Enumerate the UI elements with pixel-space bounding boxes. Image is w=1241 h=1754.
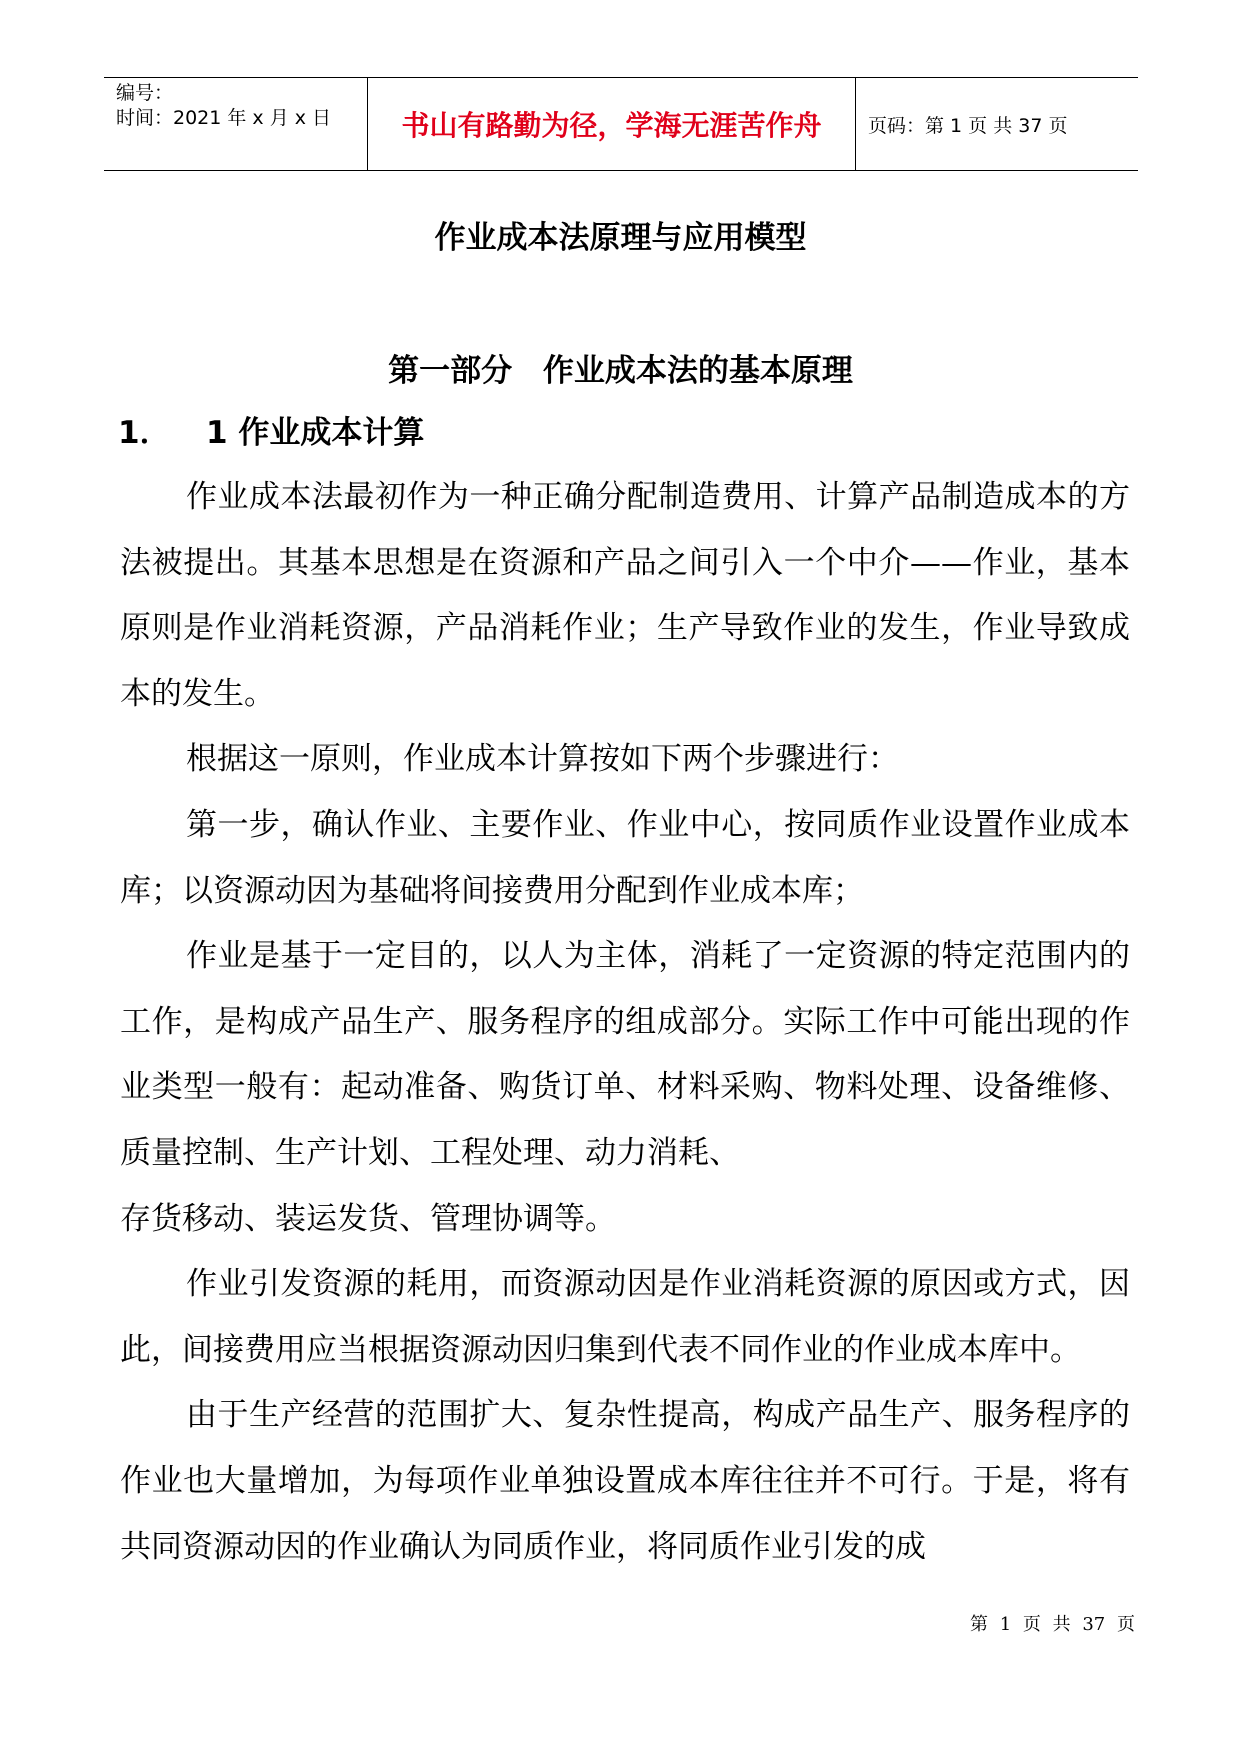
document-title: 作业成本法原理与应用模型 [434, 220, 807, 256]
paragraph: 第一步，确认作业、主要作业、作业中心，按同质作业设置作业成本库；以资源动因为基础将间接费用分配到作业成本库； [120, 806, 1130, 909]
document-number-label: 编号： [116, 82, 174, 104]
document-body [120, 465, 1130, 1580]
paragraph: 存货移动、装运发货、管理协调等。 [120, 1200, 616, 1237]
section-heading [118, 407, 424, 452]
paragraph: 作业是基于一定目的，以人为主体，消耗了一定资源的特定范围内的工作，是构成产品生产、服务程序的组成部分。实际工作中可能出现的作业类型一般有：起动准备、购货订单、材料采购、物料处理、设备维修、质量控制、生产计划、工程处理、动力消耗、 [120, 938, 1130, 1171]
paragraph: 根据这一原则，作业成本计算按如下两个步骤进行： [186, 741, 899, 778]
header-page-info: 页码：第 1 页 共 37 页 [868, 114, 1068, 137]
document-date: 时间：2021 年 x 月 x 日 [116, 107, 332, 129]
section-title: 1 作业成本计算 [206, 415, 425, 451]
paragraph: 由于生产经营的范围扩大、复杂性提高，构成产品生产、服务程序的作业也大量增加，为每项作业单独设置成本库往往并不可行。于是，将有共同资源动因的作业确认为同质作业，将同质作业引发的成 [120, 1397, 1130, 1565]
paragraph: 作业成本法最初作为一种正确分配制造费用、计算产品制造成本的方法被提出。其基本思想是在资源和产品之间引入一个中介——作业，基本原则是作业消耗资源，产品消耗作业；生产导致作业的发生，作业导致成本的发生。 [120, 479, 1130, 712]
header-motto: 书山有路勤为径，学海无涯苦作舟 [368, 78, 856, 170]
part-title: 第一部分 作业成本法的基本原理 [388, 353, 853, 389]
page-header [104, 77, 1138, 171]
page-footer: 第 1 页 共 37 页 [970, 1614, 1135, 1635]
header-meta [104, 78, 368, 170]
paragraph: 作业引发资源的耗用，而资源动因是作业消耗资源的原因或方式，因此，间接费用应当根据资源动因归集到代表不同作业的作业成本库中。 [120, 1266, 1130, 1368]
section-number: 1． [118, 415, 171, 451]
